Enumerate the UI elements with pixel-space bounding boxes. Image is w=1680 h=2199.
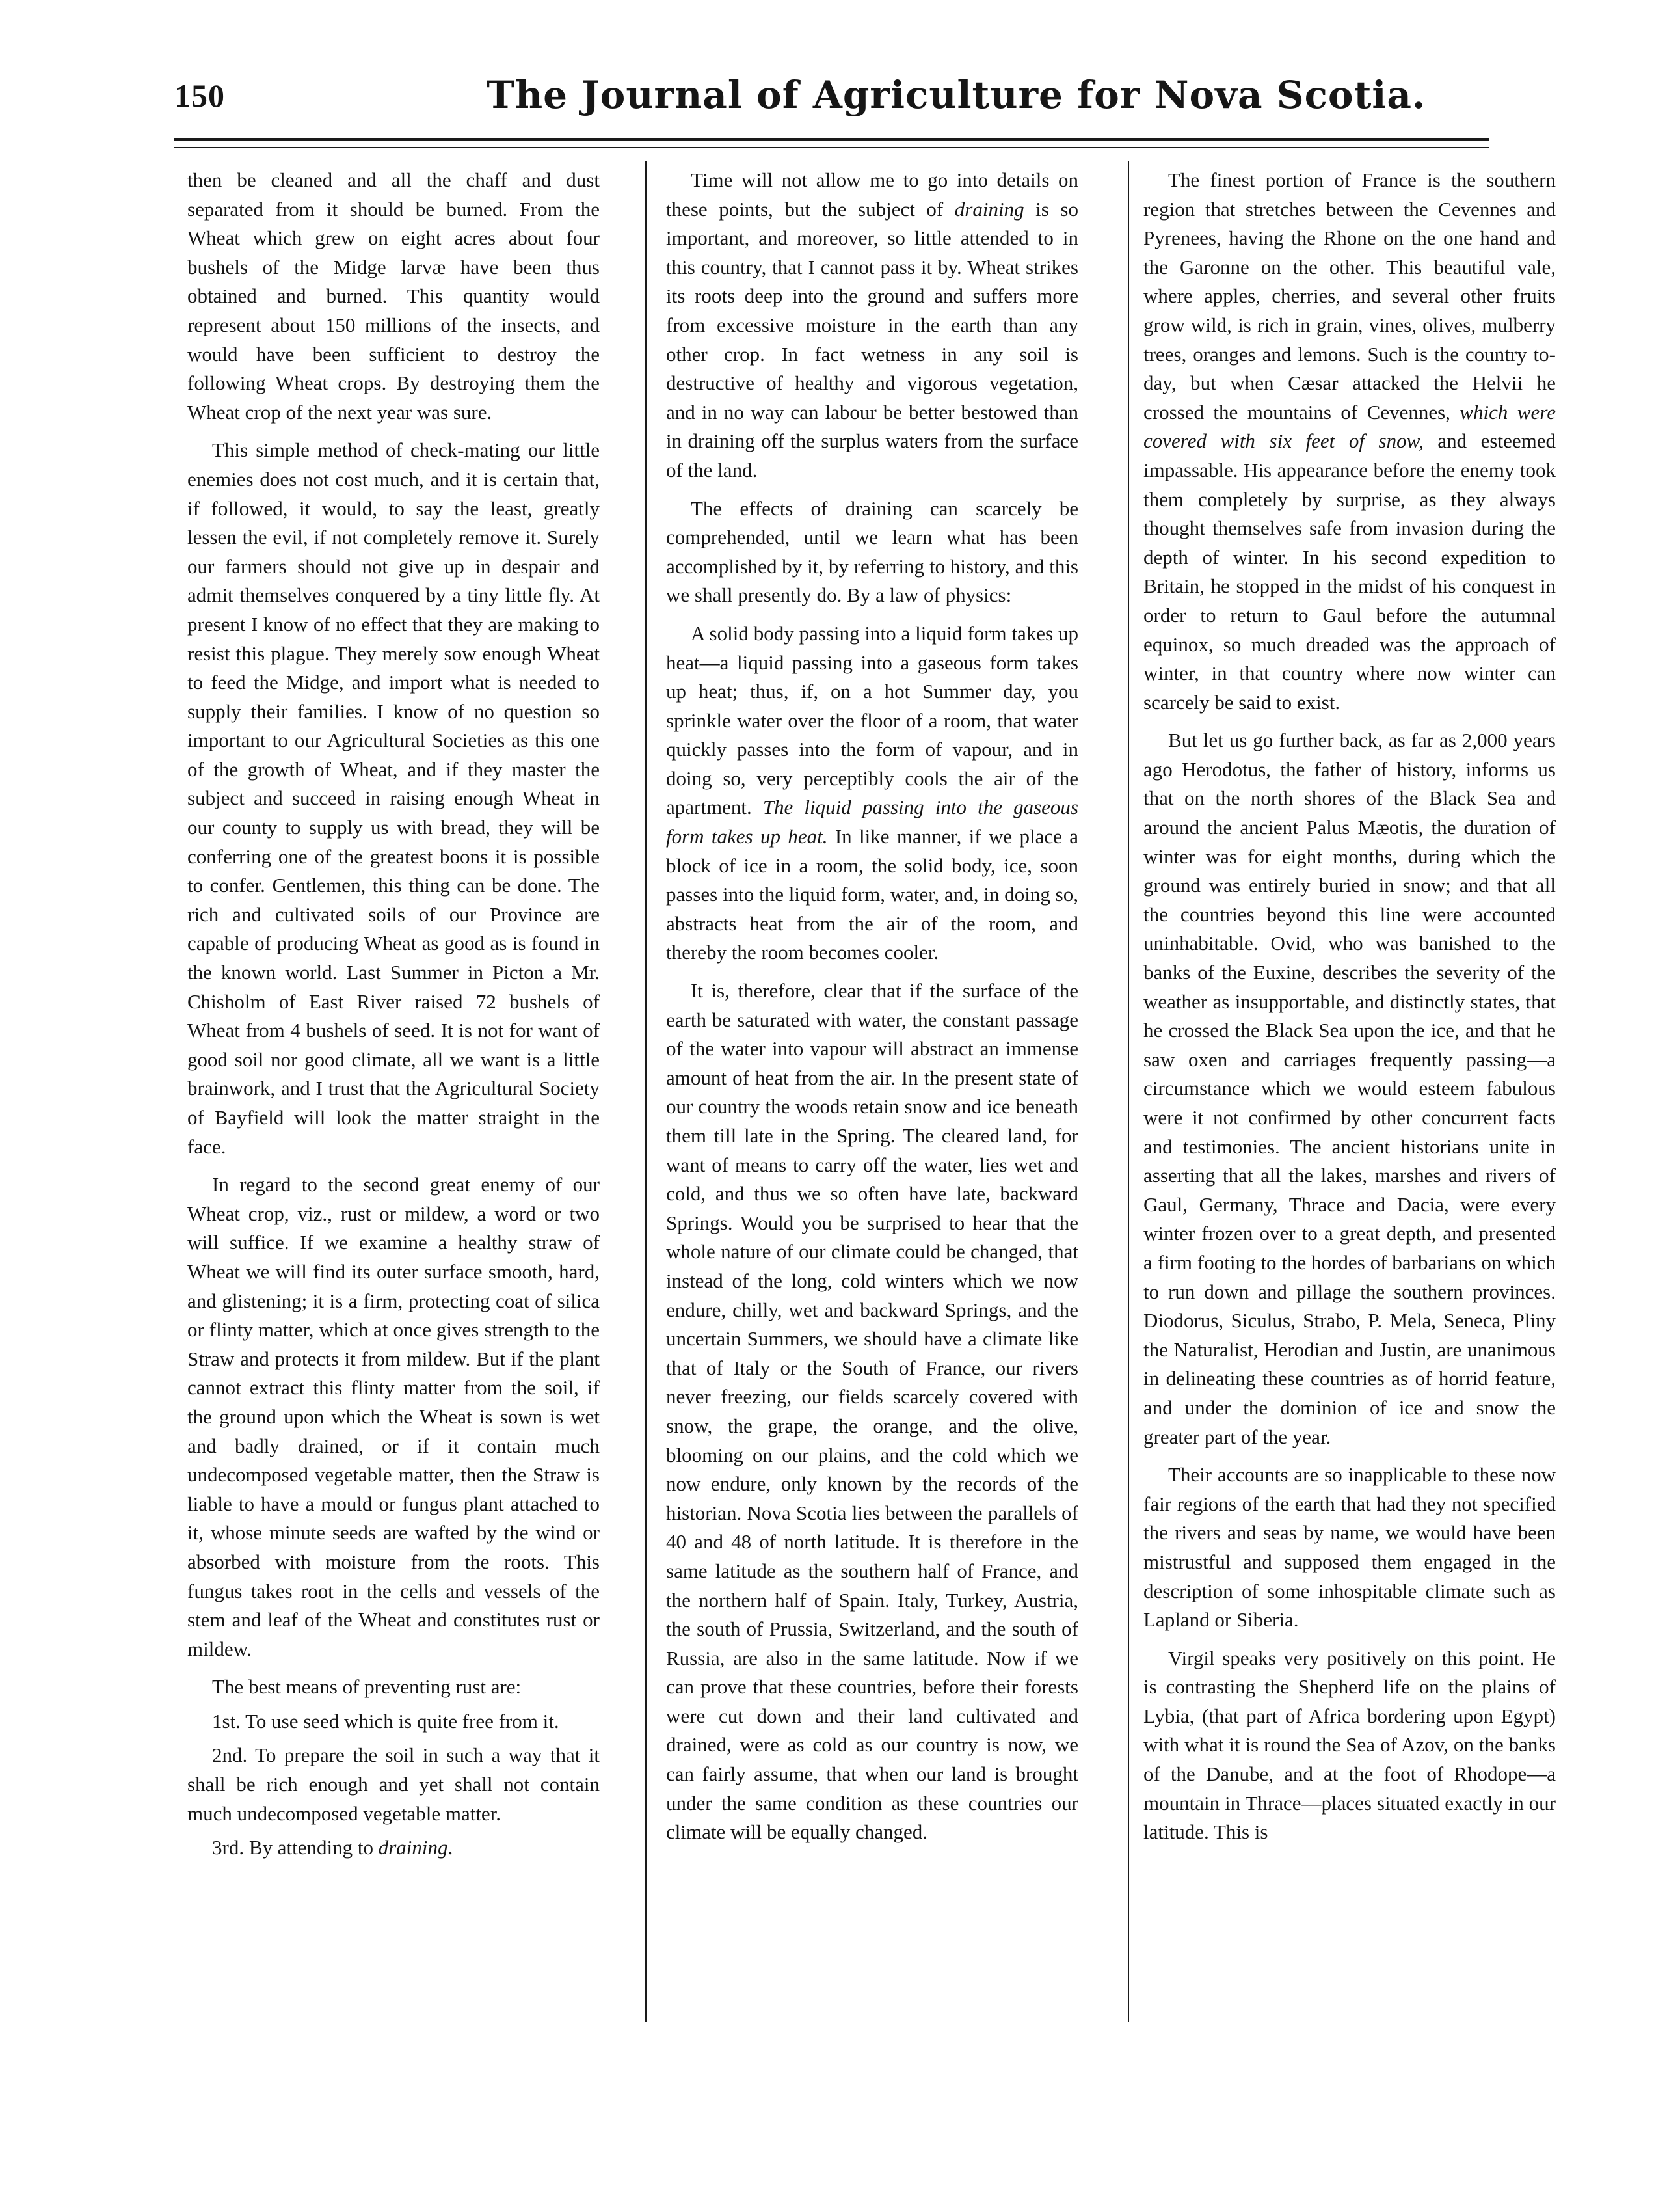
text-run: In like manner, if we place a block of ice in a room, the solid body, ice, soon passes into the liquid form, water, and, in doing so, abstracts heat from the air of the room, and thereby the room becomes cooler. xyxy=(666,825,1078,964)
text-run: and esteemed impassable. His appearance before the enemy took them completely by surprise, as they always thought themselves safe from invasion during the depth of winter. In his second expedition to Britain, he stopped in the midst of his conquest in order to return to Gaul before the autumnal equinox, so much dreaded was the approach of winter, in that country where now winter can scarcely be said to exist. xyxy=(1143,429,1556,714)
text-run: 1st. To use seed which is quite free from it. xyxy=(212,1709,559,1733)
header-rule-thin xyxy=(174,147,1489,148)
text-run: But let us go further back, as far as 2,000 years ago Herodotus, the father of history, informs us that on the north shores of the Black Sea and around the ancient Palus Mæotis, the duration of winter was for eight months, during which the ground was entirely buried in snow; and that all the countries beyond this line were accounted uninhabitable. Ovid, who was banished to the banks of the Euxine, describes the severity of the weather as insupportable, and distinctly states, that he crossed the Black Sea upon the ice, and that he saw oxen and carriages frequently passing—a circumstance which we would esteem fabulous were it not confirmed by other concurrent facts and testimonies. The ancient historians unite in asserting that all the lakes, marshes and rivers of Gaul, Germany, Thrace and Dacia, were every winter frozen over to a great depth, and presented a firm footing to the hordes of barbarians on which to run down and pillage the southern provinces. Diodorus, Siculus, Strabo, P. Mela, Seneca, Pliny the Naturalist, Herodian and Justin, are unanimous in delineating these countries as of horrid feature, and under the dominion of ice and snow the greater part of the year. xyxy=(1143,729,1556,1448)
paragraph xyxy=(666,977,1078,1847)
paragraph xyxy=(1143,726,1556,1451)
column-divider-2 xyxy=(1128,161,1129,2022)
paragraph xyxy=(1143,1461,1556,1635)
text-run: is so important, and moreover, so little attended to in this country, that I cannot pass it by. Wheat strikes its roots deep into the ground and suffers more from excessive moisture in the earth than any other crop. In fact wetness in any soil is destructive of healthy and vigorous vegetation, and in no way can labour be better bestowed than in draining off the surplus waters from the surface of the land. xyxy=(666,197,1078,481)
italic-phrase: draining xyxy=(954,197,1024,221)
paragraph xyxy=(666,494,1078,610)
text-run: Their accounts are so inapplicable to these now fair regions of the earth that had they not specified the rivers and seas by name, we would have been mistrustful and supposed them engaged in the description of some inhospitable climate such as Lapland or Siberia. xyxy=(1143,1463,1556,1632)
paragraph xyxy=(1143,166,1556,717)
text-run: Time will not allow me to go into details on these points, but the subject of xyxy=(666,169,1078,221)
text-column-3 xyxy=(1143,166,1556,1856)
paragraph xyxy=(187,436,600,1161)
italic-phrase: The liquid passing into the gaseous form takes up heat. xyxy=(666,796,1078,848)
paragraph xyxy=(666,619,1078,967)
text-run: then be cleaned and all the chaff and dust separated from it should be burned. From the Wheat which grew on eight acres about four bushels of the Midge larvæ have been thus obtained and burned. This quantity would represent about 150 millions of the insects, and would have been sufficient to destroy the following Wheat crops. By destroying them the Wheat crop of the next year was sure. xyxy=(187,169,600,424)
paragraph xyxy=(666,166,1078,485)
paragraph xyxy=(187,1707,600,1736)
paragraph xyxy=(187,166,600,427)
paragraph xyxy=(187,1673,600,1702)
paragraph xyxy=(187,1741,600,1828)
text-run: 3rd. By attending to xyxy=(212,1836,379,1859)
text-run: It is, therefore, clear that if the surface of the earth be saturated with water, the constant passage of the water into vapour will abstract an immense amount of heat from the air. In the present state of our country the woods retain snow and ice beneath them till late in the Spring. The cleared land, for want of means to carry off the water, lies wet and cold, and thus we so often have late, backward Springs. Would you be surprised to hear that the whole nature of our climate could be changed, that instead of the long, cold winters which we now endure, chilly, wet and backward Springs, and the uncertain Summers, we should have a climate like that of Italy or the South of France, our rivers never freezing, our fields scarcely covered with snow, the grape, the orange, and the olive, blooming on our plains, and the cold which we now endure, only known by the records of the historian. Nova Scotia lies between the parallels of 40 and 48 of north latitude. It is therefore in the same latitude as the southern half of France, and the northern half of Spain. Italy, Turkey, Austria, the south of Prussia, Switzerland, and the south of Russia, are also in the same latitude. Now if we can prove that these countries, before their forests were cut down and their land cultivated and drained, were as cold as our country is now, we can fairly assume, that when our land is brought under the same condition as these countries our climate will be equally changed. xyxy=(666,979,1078,1844)
text-column-1 xyxy=(187,166,600,1868)
text-run: . xyxy=(447,1836,453,1859)
column-divider-1 xyxy=(645,161,647,2022)
paragraph xyxy=(1143,1644,1556,1847)
text-run: The finest portion of France is the southern region that stretches between the Cevennes and Pyrenees, having the Rhone on the one hand and the Garonne on the other. This beautiful vale, where apples, cherries, and several other fruits grow wild, is rich in grain, vines, olives, mulberry trees, oranges and lemons. Such is the country to-day, but when Cæsar attacked the Helvii he crossed the mountains of Cevennes, xyxy=(1143,169,1556,424)
italic-phrase: draining xyxy=(378,1836,448,1859)
page-number: 150 xyxy=(174,77,225,114)
text-column-2 xyxy=(666,166,1078,1856)
text-run: In regard to the second great enemy of our Wheat crop, viz., rust or mildew, a word or two will suffice. If we examine a healthy straw of Wheat we will find its outer surface smooth, hard, and glistening; it is a firm, protecting coat of silica or flinty matter, which at once gives strength to the Straw and protects it from mildew. But if the plant cannot extract this flinty matter from the soil, if the ground upon which the Wheat is sown is wet and badly drained, or if it contain much undecomposed vegetable matter, then the Straw is liable to have a mould or fungus plant attached to it, whose minute seeds are wafted by the wind or absorbed with moisture from the roots. This fungus takes root in the cells and vessels of the stem and leaf of the Wheat and constitutes rust or mildew. xyxy=(187,1173,600,1660)
paragraph xyxy=(187,1833,600,1863)
text-run: The best means of preventing rust are: xyxy=(212,1675,522,1699)
paragraph xyxy=(187,1170,600,1664)
text-run: 2nd. To prepare the soil in such a way that it shall be rich enough and yet shall not contain much undecomposed vegetable matter. xyxy=(187,1744,600,1825)
italic-phrase: which were covered with six feet of snow, xyxy=(1143,400,1556,453)
text-run: The effects of draining can scarcely be comprehended, until we learn what has been accomplished by it, by referring to history, and this we shall presently do. By a law of physics: xyxy=(666,496,1078,607)
text-run: This simple method of check-mating our little enemies does not cost much, and it is certain that, if followed, it would, to say the least, greatly lessen the evil, if not completely remove it. Surely our farmers should not give up in despair and admit themselves conquered by a tiny little fly. At present I know of no effect that they are making to resist this plague. They merely sow enough Wheat to feed the Midge, and import what is needed to supply their families. I know of no question so important to our Agricultural Societies as this one of the growth of Wheat, and if they master the subject and succeed in raising enough Wheat in our county to supply us with bread, they will be conferring one of the greatest boons it is possible to confer. Gentlemen, this thing can be done. The rich and cultivated soils of our Province are capable of producing Wheat as good as is found in the known world. Last Summer in Picton a Mr. Chisholm of East River raised 72 bushels of Wheat from 4 bushels of seed. It is not for want of good soil nor good climate, all we want is a little brainwork, and I trust that the Agricultural Society of Bayfield will look the matter straight in the face. xyxy=(187,438,600,1158)
header-rule-thick xyxy=(174,138,1489,141)
text-run: Virgil speaks very positively on this point. He is contrasting the Shepherd life on the plains of Lybia, (that part of Africa bordering upon Egypt) with what it is round the Sea of Azov, on the banks of the Danube, and at the foot of Rhodope—a mountain in Thrace—places situated exactly in our latitude. This is xyxy=(1143,1646,1556,1844)
running-head-title: The Journal of Agriculture for Nova Scotia. xyxy=(486,73,1426,117)
text-run: A solid body passing into a liquid form takes up heat—a liquid passing into a gaseous form takes up heat; thus, if, on a hot Summer day, you sprinkle water over the floor of a room, that water quickly passes into the form of vapour, and in doing so, very perceptibly cools the air of the apartment. xyxy=(666,621,1078,819)
